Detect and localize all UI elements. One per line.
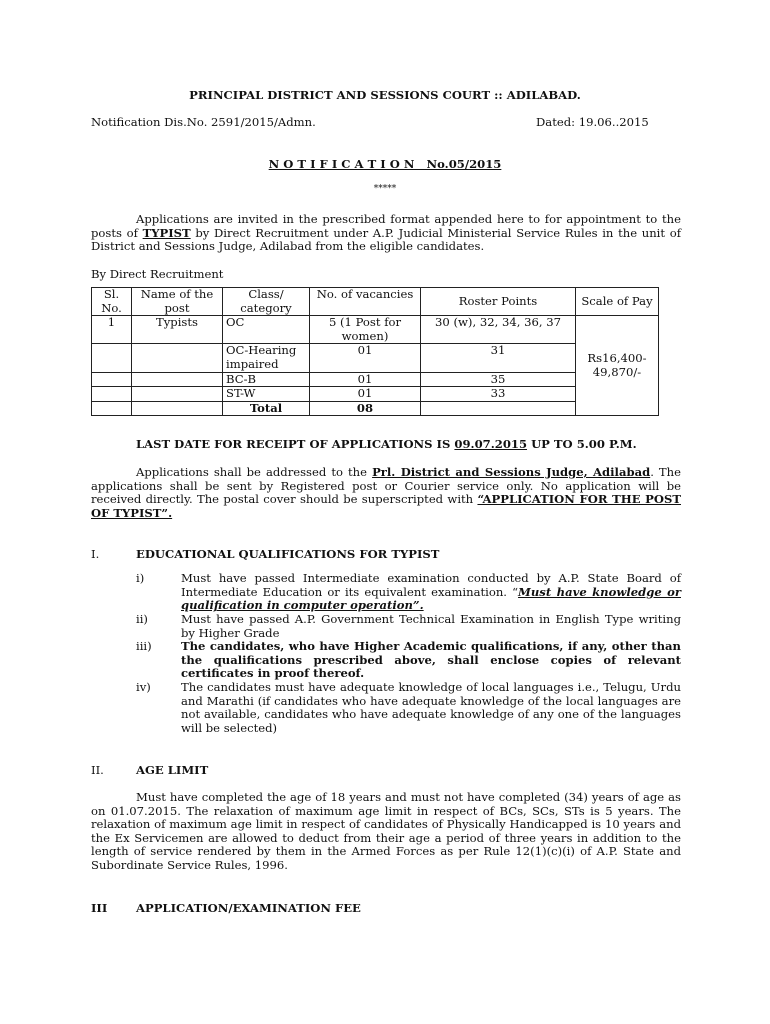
notification-title: N O T I F I C A T I O N No.05/2015	[268, 157, 502, 171]
roster-cell: 30 (w), 32, 34, 36, 37	[421, 316, 576, 344]
address-paragraph: Applications shall be addressed to the Prl. District and Sessions Judge, Adilabad. The applications shall be sent by Registered post or Courier service only. No application will be received directly. The postal cover should be superscripted with “APPLICATION FOR THE POST OF TYPIST”.	[91, 465, 681, 520]
header-sl: Sl. No.	[92, 288, 132, 316]
post-name: TYPIST	[142, 225, 191, 240]
header-pay: Scale of Pay	[576, 288, 659, 316]
table-total-row	[92, 401, 659, 416]
qualification-item: Must have passed A.P. Government Technical Examination in English Type writing by Higher Grade	[181, 612, 681, 640]
item-number: i)	[136, 571, 145, 585]
category-cell: OC-Hearing impaired	[223, 344, 310, 372]
roster-cell: 35	[421, 372, 576, 387]
qualification-item: The candidates must have adequate knowledge of local languages i.e., Telugu, Urdu and Marathi (if candidates who have adequate knowledge of the local languages are not available, candidates who have adequate knowledge of any one of the languages will be selected)	[181, 680, 681, 735]
qualification-item: Must have passed Intermediate examination conducted by A.P. State Board of Intermediate Education or its equivalent examination. “Must have knowledge or qualification in computer operation”.	[181, 571, 681, 613]
vacancy-table	[91, 287, 659, 416]
vacancies-cell: 01	[310, 344, 421, 372]
court-title: PRINCIPAL DISTRICT AND SESSIONS COURT :: ADILABAD.	[189, 88, 581, 102]
table-row	[92, 344, 659, 372]
section-1-heading: EDUCATIONAL QUALIFICATIONS FOR TYPIST	[136, 547, 440, 561]
item-number: iv)	[136, 680, 151, 694]
section-1-numeral: I.	[91, 547, 100, 561]
category-cell: ST-W	[223, 387, 310, 402]
last-date: 09.07.2015	[454, 437, 528, 451]
roster-cell: 33	[421, 387, 576, 402]
roster-cell: 31	[421, 344, 576, 372]
section-3-heading: APPLICATION/EXAMINATION FEE	[136, 901, 361, 915]
vacancies-cell: 01	[310, 372, 421, 387]
total-label: Total	[223, 401, 310, 416]
table-header-row	[92, 288, 659, 316]
sl-no: 1	[92, 316, 132, 344]
category-cell: BC-B	[223, 372, 310, 387]
last-date-line: LAST DATE FOR RECEIPT OF APPLICATIONS IS 09.07.2015 UP TO 5.00 P.M.	[136, 437, 637, 451]
table-row	[92, 316, 659, 344]
header-post: Name of the post	[132, 288, 223, 316]
category-cell: OC	[223, 316, 310, 344]
qualification-item: The candidates, who have Higher Academic qualifications, if any, other than the qualifications prescribed above, shall enclose copies of relevant certificates in proof thereof.	[181, 639, 681, 681]
table-row	[92, 387, 659, 402]
by-direct-label: By Direct Recruitment	[91, 267, 224, 281]
section-3-numeral: III	[91, 901, 108, 915]
stars-separator: *****	[373, 184, 397, 194]
header-roster: Roster Points	[421, 288, 576, 316]
section-2-heading: AGE LIMIT	[136, 763, 209, 777]
pay-scale-cell: Rs16,400-49,870/-	[576, 316, 659, 416]
addressee: Prl. District and Sessions Judge, Adilabad	[372, 465, 651, 479]
total-value: 08	[310, 401, 421, 416]
intro-paragraph: Applications are invited in the prescribed format appended here to for appointment to the posts of TYPIST by Direct Recruitment under A.P. Judicial Ministerial Service Rules in the unit of District and Sessions Judge, Adilabad from the eligible candidates.	[91, 212, 682, 254]
item-number: iii)	[136, 639, 152, 653]
vacancies-cell: 5 (1 Post for women)	[310, 316, 421, 344]
cover-superscript: “APPLICATION FOR THE POST OF TYPIST”.	[91, 492, 681, 520]
post-cell: Typists	[132, 316, 223, 344]
age-limit-paragraph: Must have completed the age of 18 years and must not have completed (34) years of age as on 01.07.2015. The relaxation of maximum age limit in respect of BCs, SCs, STs is 5 years. The relaxation of maximum age limit in respect of candidates of Physically Handicapped is 10 years and the Ex Servicemen are allowed to deduct from their age a period of three years in addition to the length of service rendered by them in the Armed Forces as per Rule 12(1)(c)(i) of A.P. State and Subordinate Service Rules, 1996.	[91, 790, 681, 872]
vacancies-cell: 01	[310, 387, 421, 402]
header-vacancies: No. of vacancies	[310, 288, 421, 316]
table-row	[92, 372, 659, 387]
header-class: Class/ category	[223, 288, 310, 316]
section-2-numeral: II.	[91, 763, 104, 777]
notification-ref: Notification Dis.No. 2591/2015/Admn.	[91, 115, 316, 129]
item-number: ii)	[136, 612, 148, 626]
notification-date: Dated: 19.06..2015	[536, 115, 649, 129]
